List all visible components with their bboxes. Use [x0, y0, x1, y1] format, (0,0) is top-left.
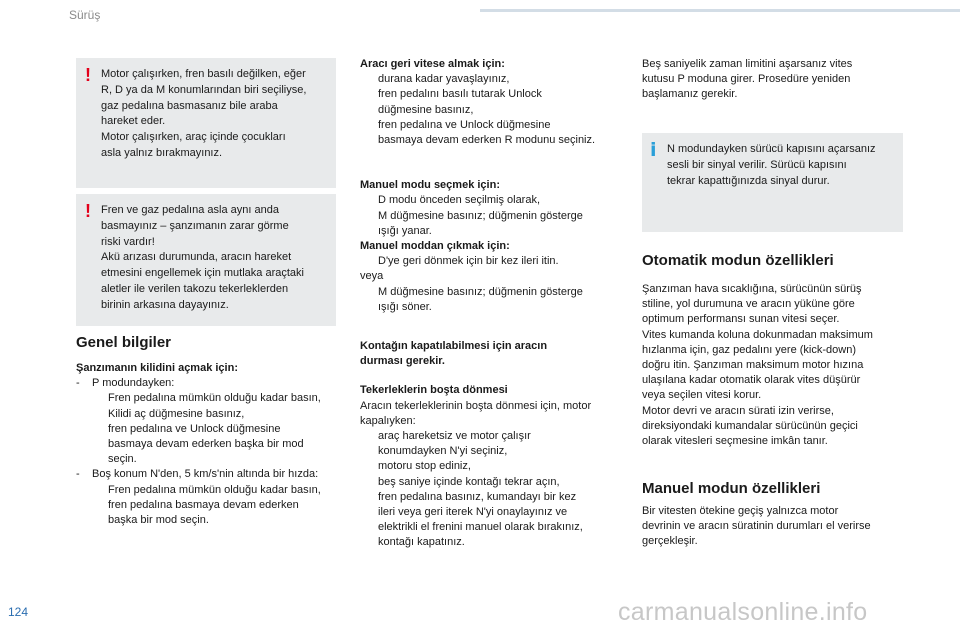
list-item-text: konumdayken N'yi seçiniz,	[378, 445, 508, 458]
warning-line: basmayınız – şanzımanın zarar görme	[101, 219, 289, 232]
list-item-text: Fren pedalına mümkün olduğu kadar basın,	[108, 392, 321, 405]
dash-icon: -	[76, 468, 80, 481]
paragraph-line: Motor devri ve aracın sürati izin verirse,	[642, 404, 834, 417]
list-item-text: Kilidi aç düğmesine basınız,	[108, 407, 245, 420]
paragraph-line: Beş saniyelik zaman limitini aşarsanız vites	[642, 58, 853, 70]
list-item-text: ileri veya geri iterek N'yi onaylayınız ve	[378, 506, 568, 519]
list-item-text: D'ye geri dönmek için bir kez ileri itin.	[378, 255, 559, 268]
subheading-manual-exit: Manuel moddan çıkmak için:	[360, 240, 510, 253]
warning-icon: !	[85, 65, 91, 85]
list-item-text: düğmesine basınız,	[378, 103, 474, 116]
list-item-text: P modundayken:	[92, 377, 175, 390]
list-item-text: ışığı söner.	[378, 300, 432, 313]
subheading-unlock: Şanzımanın kilidini açmak için:	[76, 362, 238, 374]
list-item	[360, 490, 630, 505]
paragraph-line: hızlanma için, gaz pedalını yere (kick-down)	[642, 343, 856, 356]
list-item	[360, 72, 630, 87]
list-item-text: Boş konum N'den, 5 km/s'nin altında bir hızda:	[92, 468, 319, 481]
list-item-text: M düğmesine basınız; düğmenin gösterge	[378, 285, 583, 298]
column-1-body	[76, 361, 346, 528]
header-bar	[480, 9, 960, 12]
list-item-text: motoru stop ediniz,	[378, 460, 471, 473]
paragraph-line: kapalıyken:	[360, 414, 416, 427]
list-item	[360, 535, 630, 550]
list-item	[76, 391, 346, 406]
watermark: carmanualsonline.info	[618, 598, 868, 626]
list-item-continuation	[76, 437, 346, 452]
subheading-manual-select: Manuel modu seçmek için:	[360, 179, 500, 192]
list-item-continuation	[360, 520, 630, 535]
warning-line: hareket eder.	[101, 115, 166, 128]
list-item	[76, 467, 346, 482]
list-item-text: durana kadar yavaşlayınız,	[378, 73, 510, 86]
list-item-text: basmaya devam ederken başka bir mod	[108, 438, 304, 451]
paragraph-line: doğru itin. Şanzıman maksimum motor hızına	[642, 359, 864, 372]
subheading-reverse: Aracı geri vitese almak için:	[360, 58, 505, 70]
warning-line: Fren ve gaz pedalına asla aynı anda	[101, 204, 279, 216]
list-item-text: fren pedalına ve Unlock düğmesine	[378, 118, 551, 131]
paragraph-line: devrinin ve aracın süratinin durumları el verirse	[642, 520, 871, 533]
page-section-title: Sürüş	[69, 8, 101, 22]
warning-line: riski vardır!	[101, 235, 155, 248]
paragraph-line: gerçekleşir.	[642, 535, 698, 548]
column-3-manual-text	[642, 504, 917, 550]
list-item-text: Fren pedalına mümkün olduğu kadar basın,	[108, 483, 321, 496]
paragraph-line: Vites kumanda koluna dokunmadan maksimum	[642, 328, 873, 341]
list-item	[360, 209, 630, 224]
list-item-text: ışığı yanar.	[378, 224, 432, 237]
paragraph-line: başlamanız gerekir.	[642, 88, 738, 101]
list-item-text: seçin.	[108, 453, 137, 466]
list-item-text: araç hareketsiz ve motor çalışır	[378, 430, 531, 443]
list-item	[76, 407, 346, 422]
paragraph-line: stiline, yol durumuna ve aracın yüküne göre	[642, 298, 855, 311]
list-item	[76, 483, 346, 498]
list-item-text: basmaya devam ederken R modunu seçiniz.	[378, 134, 596, 147]
list-item-text: başka bir mod seçin.	[108, 514, 209, 527]
warning-line: etmesini engellemek için mutlaka araçtaki	[101, 267, 304, 280]
list-item-text: kontağı kapatınız.	[378, 536, 465, 549]
warning-box-2	[76, 194, 336, 326]
subheading-neutral: Tekerleklerin boşta dönmesi	[360, 384, 508, 397]
list-item-text: elektrikli el frenini manuel olarak bırakınız,	[378, 521, 583, 534]
column-3-intro	[642, 57, 912, 103]
list-item	[76, 422, 346, 437]
list-item-text: fren pedalına basınız, kumandayı bir kez	[378, 490, 577, 503]
warning-line: gaz pedalına basmasanız bile araba	[101, 99, 278, 112]
list-item	[360, 475, 630, 490]
warning-line: Motor çalışırken, araç içinde çocukları	[101, 131, 286, 144]
list-item-text: M düğmesine basınız; düğmenin gösterge	[378, 209, 583, 222]
info-line: tekrar kapattığınızda sinyal durur.	[667, 174, 830, 187]
paragraph-line: Şanzıman hava sıcaklığına, sürücünün sürüş	[642, 283, 862, 295]
list-item	[360, 118, 630, 133]
section-heading-manual: Manuel modun özellikleri	[642, 480, 821, 497]
info-box	[642, 133, 903, 232]
warning-box-1	[76, 58, 336, 188]
paragraph-line: Bir vitesten ötekine geçiş yalnızca motor	[642, 505, 839, 517]
section-heading-auto: Otomatik modun özellikleri	[642, 252, 834, 269]
paragraph-line: ulaşılana kadar otomatik olarak vites düşürür	[642, 374, 861, 387]
subheading-ignition: durması gerekir.	[360, 355, 445, 368]
warning-line: aletler ile verilen takozu tekerleklerden	[101, 282, 289, 295]
list-item-continuation	[360, 133, 630, 148]
list-item	[360, 254, 630, 269]
or-text: veya	[360, 270, 384, 283]
warning-line: birinin arkasına dayayınız.	[101, 298, 229, 311]
paragraph-line: direksiyondaki kumandalar sürücünün geçici	[642, 419, 858, 432]
info-icon: i	[650, 139, 657, 161]
list-item-continuation	[360, 444, 630, 459]
list-item-continuation	[360, 224, 630, 239]
paragraph-line: Aracın tekerleklerinin boşta dönmesi için, motor	[360, 399, 592, 412]
list-item	[76, 376, 346, 391]
list-item	[360, 87, 630, 102]
subheading-ignition: Kontağın kapatılabilmesi için aracın	[360, 340, 548, 353]
list-item	[360, 429, 630, 444]
warning-line: R, D ya da M konumlarından biri seçiliyse,	[101, 83, 307, 96]
info-line: sesli bir sinyal verilir. Sürücü kapısını	[667, 158, 847, 171]
list-item	[360, 459, 630, 474]
dash-icon: -	[76, 377, 80, 390]
paragraph-line: olarak vitesleri seçmesine imkân tanır.	[642, 435, 828, 448]
list-item	[76, 498, 346, 513]
paragraph-line: kutusu P moduna girer. Prosedüre yeniden	[642, 73, 851, 86]
warning-line: Motor çalışırken, fren basılı değilken, eğer	[101, 68, 306, 80]
list-item-text: fren pedalına basmaya devam ederken	[108, 498, 299, 511]
list-item	[360, 285, 630, 300]
info-line: N modundayken sürücü kapısını açarsanız	[667, 143, 876, 155]
list-item-text: beş saniye içinde kontağı tekrar açın,	[378, 475, 560, 488]
section-heading-general: Genel bilgiler	[76, 334, 172, 351]
warning-line: Akü arızası durumunda, aracın hareket	[101, 251, 292, 264]
column-3-auto-text	[642, 282, 917, 449]
list-item-continuation	[360, 103, 630, 118]
list-item-text: fren pedalını basılı tutarak Unlock	[378, 88, 542, 101]
list-item	[360, 193, 630, 208]
page-number: 124	[8, 605, 29, 619]
column-2-body	[360, 57, 630, 551]
list-item-continuation	[76, 452, 346, 467]
list-item-continuation	[76, 513, 346, 528]
paragraph-line: veya seçilen vitesi korur.	[642, 389, 762, 402]
warning-icon: !	[85, 201, 91, 221]
paragraph-line: optimum performansı sunan vitesi seçer.	[642, 313, 840, 326]
list-item-continuation	[360, 300, 630, 315]
warning-line: asla yalnız bırakmayınız.	[101, 146, 223, 159]
list-item-text: fren pedalına ve Unlock düğmesine	[108, 422, 281, 435]
list-item-text: D modu önceden seçilmiş olarak,	[378, 194, 541, 207]
list-item-continuation	[360, 505, 630, 520]
